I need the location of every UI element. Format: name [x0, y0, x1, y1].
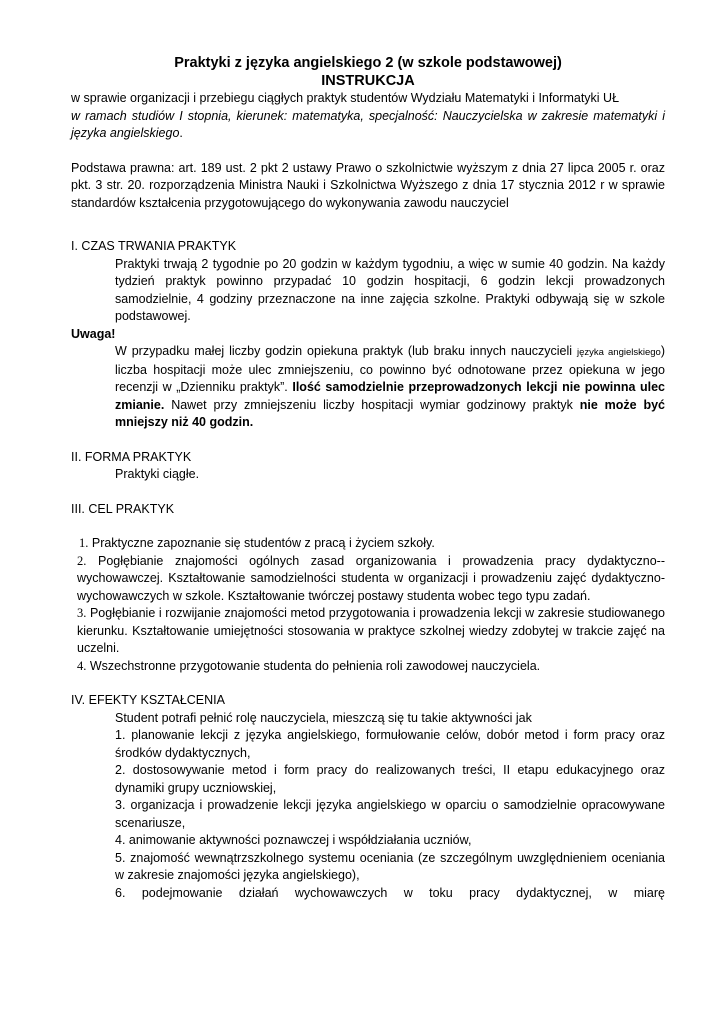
goal-item: 3. Pogłębianie i rozwijanie znajomości metod przygotowania i prowadzenia lekcji w zakresie studiowanego kierunku. Kształtowanie umiejętności stosowania w praktyce szkolnej wiedzy zdobytej w trakcie zajęć na uczelni.: [77, 606, 665, 655]
outcome-item: 1. planowanie lekcji z języka angielskiego, formułowanie celów, dobór metod i form pracy oraz środków dydaktycznych,: [115, 728, 665, 760]
outcome-item: 5. znajomość wewnątrzszkolnego systemu oceniania (ze szczególnym uwzględnieniem oceniania w zakresie znajomości języka angielskiego),: [115, 850, 665, 882]
outcome-item: 4. animowanie aktywności poznawczej i współdziałania uczniów,: [115, 833, 472, 847]
section1-body: Praktyki trwają 2 tygodnie po 20 godzin w każdym tygodniu, a więc w sumie 40 godzin. Na każdy tydzień praktyk powinno przypadać 10 godzin hospitacji, 6 godzin lekcji prowadzonych samodzielnie, 4 godziny przeznaczone na inne zajęcia szkolne. Praktyki odbywają się w szkole podstawowej.: [115, 256, 665, 323]
section2-heading: II. FORMA PRAKTYK: [71, 449, 192, 464]
document-subtitle: INSTRUKCJA: [321, 73, 415, 89]
document-page: [71, 54, 665, 902]
section2-body: Praktyki ciągłe.: [115, 467, 200, 481]
outcome-item: 3. organizacja i prowadzenie lekcji języka angielskiego w oparciu o samodzielnie opracowywane scenariusze,: [115, 798, 665, 830]
outcome-item: 6. podejmowanie działań wychowawczych w toku pracy dydaktycznej, w miarę: [115, 885, 665, 900]
intro-italic: w ramach studiów I stopnia, kierunek: matematyka, specjalność: Nauczycielska w zakresie matematyki i języka angielskiego: [71, 108, 665, 140]
goal-item: 4. Wszechstronne przygotowanie studenta do pełnienia roli zawodowej nauczyciela.: [77, 658, 541, 673]
goal-item: 2. Pogłębianie znajomości ogólnych zasad organizowania i prowadzenia pracy dydaktyczno--wychowawczej. Kształtowanie samodzielności studenta w organizacji i prowadzeniu zajęć dydaktyczno-wychowawczych w szkole. Kształtowanie twórczej postawy studenta wobec tego typu zadań.: [77, 553, 665, 603]
section3-heading: III. CEL PRAKTYK: [71, 501, 175, 516]
section1-heading: I. CZAS TRWANIA PRAKTYK: [71, 239, 237, 253]
legal-basis: Podstawa prawna: art. 189 ust. 2 pkt 2 ustawy Prawo o szkolnictwie wyższym z dnia 27 lipca 2005 r. oraz pkt. 3 str. 20. rozporządzenia Ministra Nauki i Szkolnictwa Wyższego z dnia 17 stycznia 2012 r w sprawie standardów kształcenia przygotowującego do wykonywania zawodu nauczyciel: [71, 160, 665, 210]
intro-line: w sprawie organizacji i przebiegu ciągłych praktyk studentów Wydziału Matematyki i Informatyki UŁ: [71, 91, 620, 105]
note-bold-1: Ilość samodzielnie przeprowadzonych lekcji nie powinna ulec zmianie.: [115, 380, 665, 412]
document-title: Praktyki z języka angielskiego 2 (w szkole podstawowej): [174, 55, 562, 71]
note-small: języka angielskiego: [576, 347, 661, 358]
goal-item: 1. Praktyczne zapoznanie się studentów z pracą i życiem szkoły.: [79, 536, 435, 550]
note-paragraph: W przypadku małej liczby godzin opiekuna praktyk (lub braku innych nauczycieli języka angielskiego) liczba hospitacji może ulec zmniejszeniu, co powinno być odnotowane przez opiekuna w jego recenzji w „Dzienniku praktyk”. Ilość samodzielnie przeprowadzonych lekcji nie powinna ulec zmianie. Nawet przy zmniejszeniu liczby hospitacji wymiar godzinowy praktyk nie może być mniejszy niż 40 godzin.: [115, 344, 666, 429]
note-bold-2: nie może być mniejszy niż 40 godzin.: [115, 397, 666, 429]
note-label: Uwaga!: [71, 326, 116, 341]
intro-italic-paragraph: [71, 108, 665, 143]
intro-end: .: [179, 126, 183, 140]
section4-lead: Student potrafi pełnić rolę nauczyciela, mieszczą się tu takie aktywności jak: [115, 710, 532, 725]
outcome-item: 2. dostosowywanie metod i form pracy do realizowanych treści, II etapu edukacyjnego oraz dynamiki grupy uczniowskiej,: [115, 763, 665, 795]
section4-heading: IV. EFEKTY KSZTAŁCENIA: [71, 693, 225, 707]
